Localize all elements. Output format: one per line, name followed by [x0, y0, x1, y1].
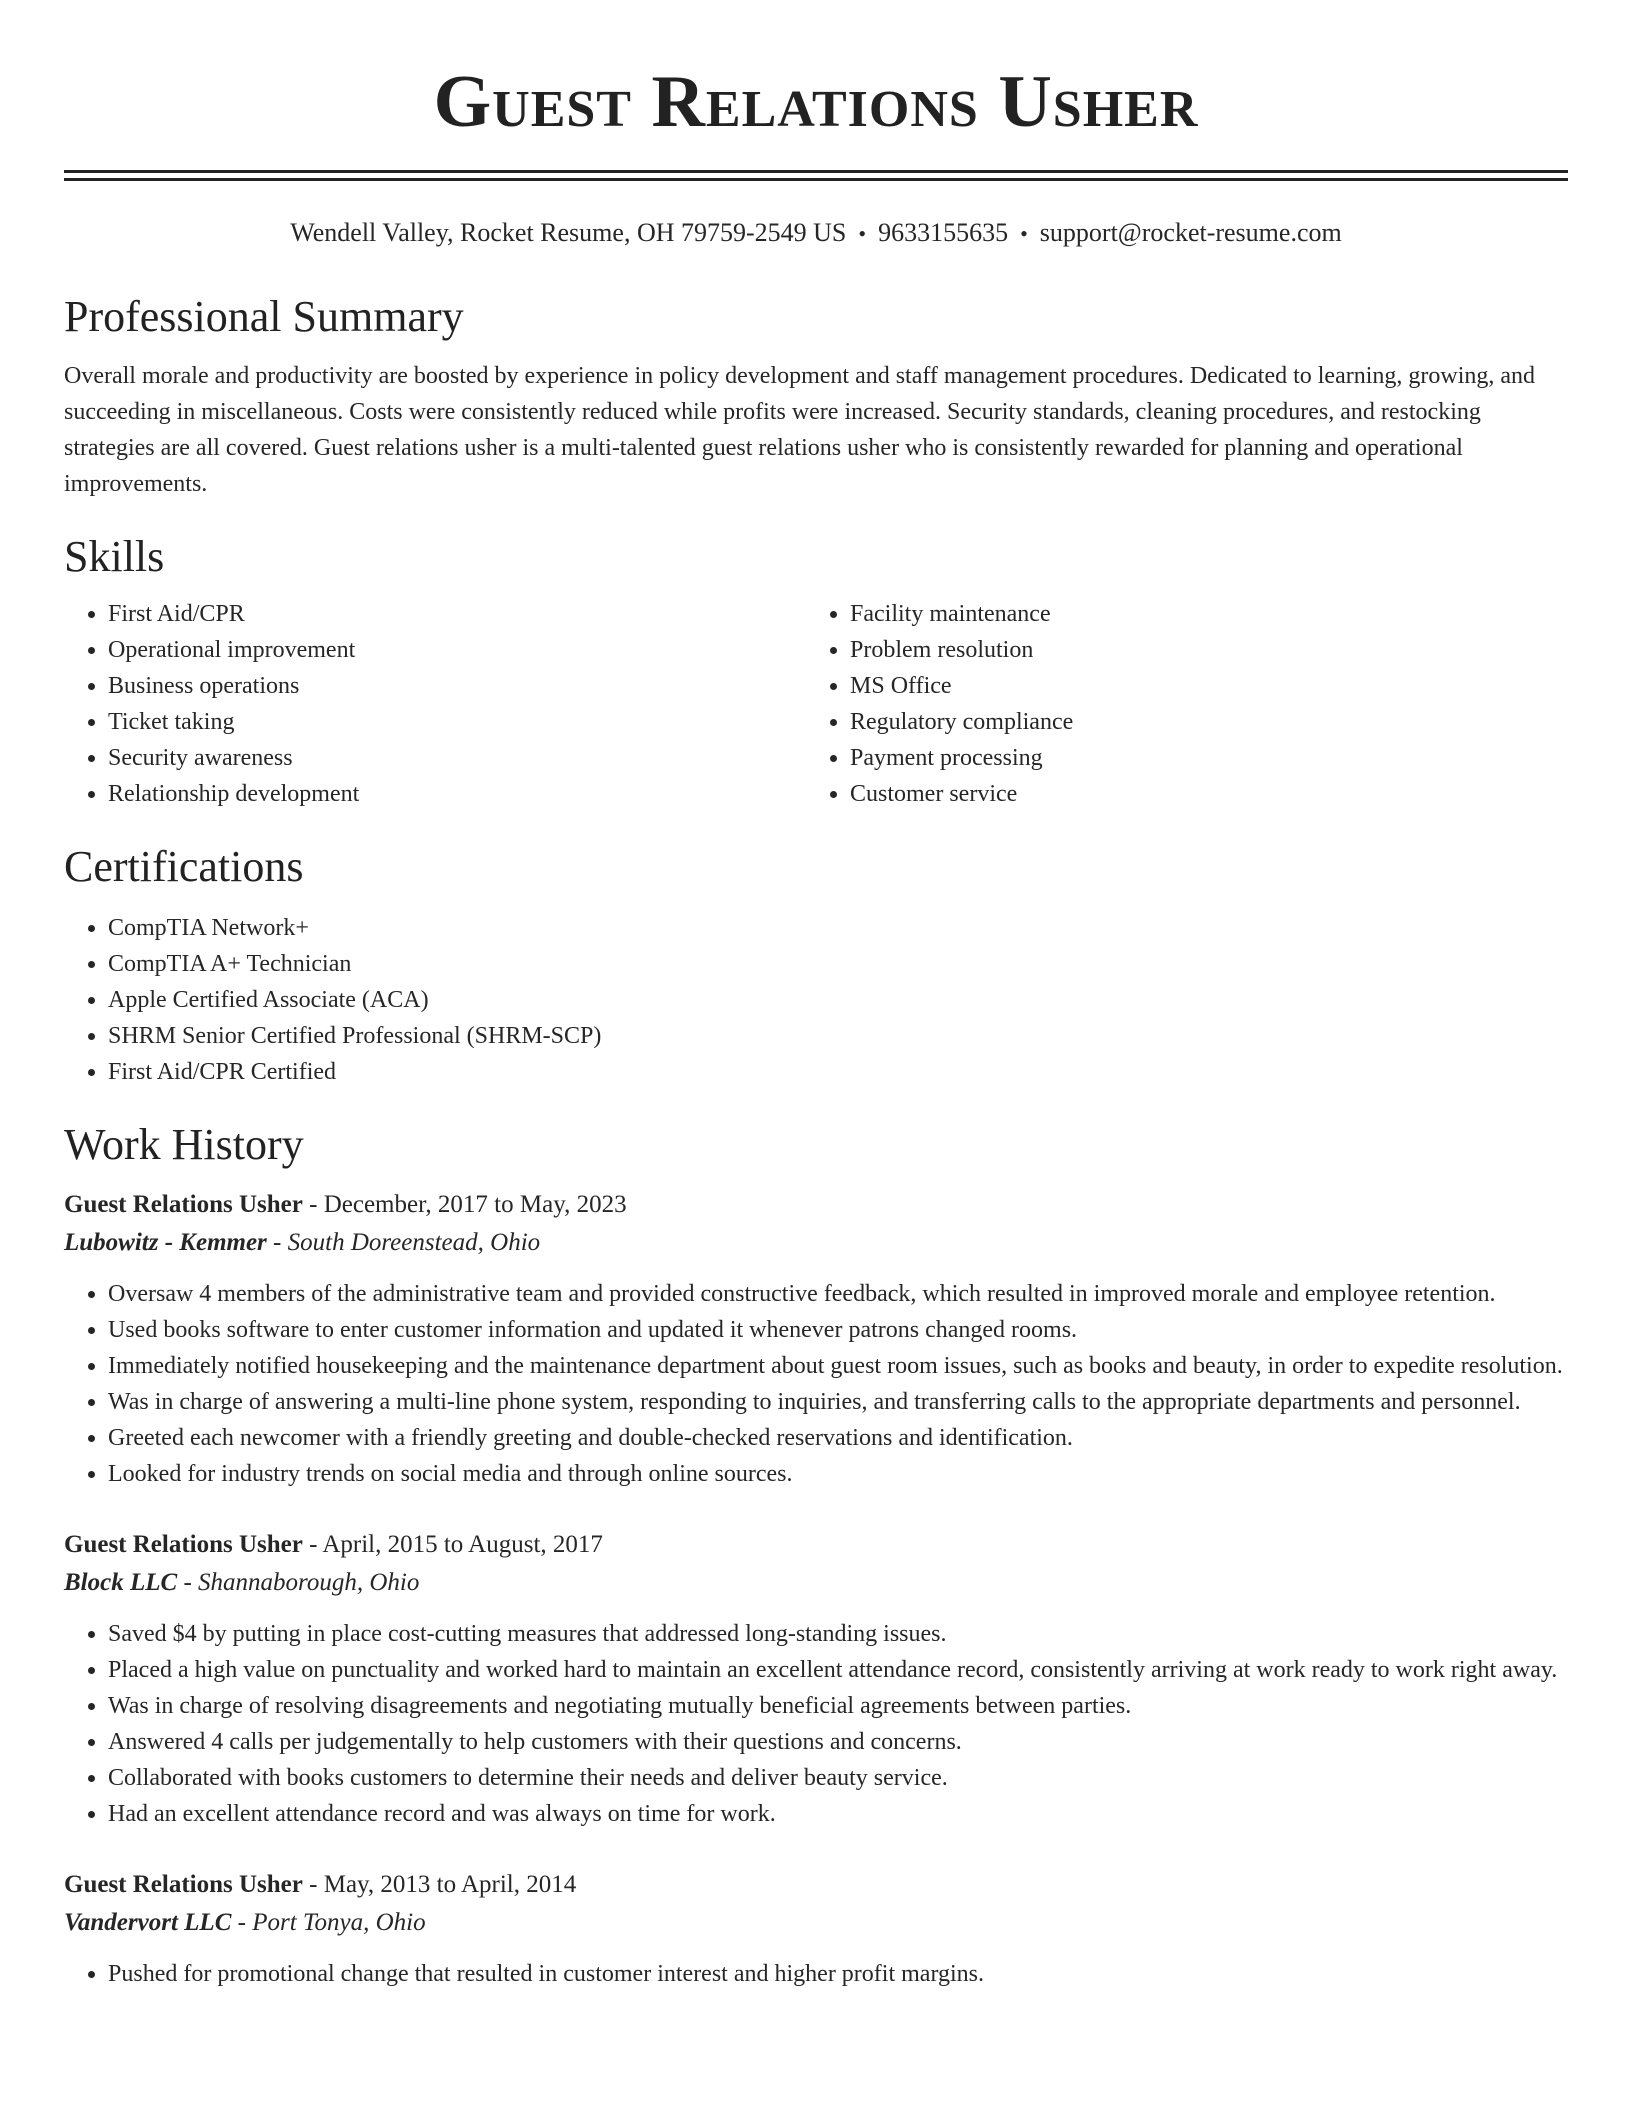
job-title: Guest Relations Usher: [64, 1191, 303, 1218]
skills-list-left: [64, 596, 806, 812]
job-bullet: • Oversaw 4 members of the administrative team and provided constructive feedback, which resulted in improved morale and employee retention.: [108, 1276, 1568, 1312]
job-company-line: [64, 1904, 1568, 1942]
job-location: - South Doreenstead, Ohio: [266, 1229, 541, 1256]
job-company: Block LLC: [64, 1569, 178, 1596]
job-company-line: [64, 1224, 1568, 1262]
summary-text: Overall morale and productivity are boosted by experience in policy development and staff management procedures. Dedicated to learning, growing, and succeeding in miscellaneous. Costs were consistently reduced while profits were increased. Security standards, cleaning procedures, and restocking strategies are all covered. Guest relations usher is a multi-talented guest relations usher who is consistently rewarded for planning and operational improvements.: [64, 363, 1536, 497]
job-header: [64, 1186, 1568, 1224]
summary-section: [64, 290, 1568, 502]
skill-item: • Facility maintenance: [850, 596, 1548, 632]
job-dates: - May, 2013 to April, 2014: [302, 1871, 577, 1898]
job-bullet: • Greeted each newcomer with a friendly greeting and double-checked reservations and identification.: [108, 1420, 1568, 1456]
certifications-list: [64, 910, 1568, 1090]
job-bullet: • Was in charge of answering a multi-line phone system, responding to inquiries, and transferring calls to the appropriate departments and personnel.: [108, 1384, 1568, 1420]
contact-phone: 9633155635: [878, 218, 1009, 247]
job-bullet: • Looked for industry trends on social media and through online sources.: [108, 1456, 1568, 1492]
job-bullet: • Answered 4 calls per judgementally to help customers with their questions and concerns.: [108, 1724, 1568, 1760]
skill-item: • Relationship development: [108, 776, 806, 812]
job-bullet: • Used books software to enter customer information and updated it whenever patrons changed rooms.: [108, 1312, 1568, 1348]
skills-heading: Skills: [64, 532, 165, 581]
job-bullets: [64, 1616, 1568, 1832]
work-history-heading: Work History: [64, 1120, 304, 1169]
certification-item: • SHRM Senior Certified Professional (SHRM-SCP): [108, 1018, 1568, 1054]
job-bullet: • Collaborated with books customers to determine their needs and deliver beauty service.: [108, 1760, 1568, 1796]
job-entry: [64, 1866, 1568, 1992]
skill-item: • First Aid/CPR: [108, 596, 806, 632]
job-bullet: • Was in charge of resolving disagreements and negotiating mutually beneficial agreements between parties.: [108, 1688, 1568, 1724]
contact-address: Wendell Valley, Rocket Resume, OH 79759-2549 US: [290, 218, 847, 247]
certifications-heading: Certifications: [64, 842, 304, 891]
certification-item: • First Aid/CPR Certified: [108, 1054, 1568, 1090]
job-bullet: • Placed a high value on punctuality and worked hard to maintain an excellent attendance record, consistently arriving at work ready to work right away.: [108, 1652, 1568, 1688]
skill-item: • Operational improvement: [108, 632, 806, 668]
header-divider: [64, 170, 1568, 181]
job-entry: [64, 1526, 1568, 1832]
skill-item: • Security awareness: [108, 740, 806, 776]
job-bullet: • Immediately notified housekeeping and the maintenance department about guest room issues, such as books and beauty, in order to expedite resolution.: [108, 1348, 1568, 1384]
job-bullets: [64, 1276, 1568, 1492]
job-bullet: • Had an excellent attendance record and was always on time for work.: [108, 1796, 1568, 1832]
resume-name: Guest Relations Usher: [433, 61, 1199, 143]
job-company: Lubowitz - Kemmer: [64, 1229, 267, 1256]
certification-item: • CompTIA A+ Technician: [108, 946, 1568, 982]
contact-line: [64, 215, 1568, 252]
job-location: - Shannaborough, Ohio: [177, 1569, 420, 1596]
skill-item: • Business operations: [108, 668, 806, 704]
job-company-line: [64, 1564, 1568, 1602]
skill-item: • Problem resolution: [850, 632, 1548, 668]
job-dates: - April, 2015 to August, 2017: [302, 1531, 603, 1558]
contact-separator: •: [1020, 221, 1028, 246]
contact-separator: •: [858, 221, 867, 246]
job-location: - Port Tonya, Ohio: [231, 1909, 426, 1936]
summary-heading: Professional Summary: [64, 292, 464, 341]
job-header: [64, 1866, 1568, 1904]
certification-item: • Apple Certified Associate (ACA): [108, 982, 1568, 1018]
job-bullets: [64, 1956, 1568, 1992]
skill-item: • Ticket taking: [108, 704, 806, 740]
skill-item: • MS Office: [850, 668, 1548, 704]
job-bullet: • Saved $4 by putting in place cost-cutting measures that addressed long-standing issues.: [108, 1616, 1568, 1652]
skills-section: [64, 530, 1568, 812]
work-history-section: [64, 1118, 1568, 1992]
job-company: Vandervort LLC: [64, 1909, 232, 1936]
job-header: [64, 1526, 1568, 1564]
skill-item: • Customer service: [850, 776, 1548, 812]
skill-item: • Regulatory compliance: [850, 704, 1548, 740]
job-title: Guest Relations Usher: [64, 1531, 303, 1558]
job-bullet: • Pushed for promotional change that resulted in customer interest and higher profit margins.: [108, 1956, 1568, 1992]
certifications-section: [64, 840, 1568, 1090]
certification-item: • CompTIA Network+: [108, 910, 1568, 946]
skills-columns: [64, 596, 1568, 812]
job-title: Guest Relations Usher: [64, 1871, 303, 1898]
job-entry: [64, 1186, 1568, 1492]
skills-list-right: [806, 596, 1548, 812]
job-dates: - December, 2017 to May, 2023: [302, 1191, 627, 1218]
skill-item: • Payment processing: [850, 740, 1548, 776]
contact-email: support@rocket-resume.com: [1039, 218, 1342, 247]
resume-page: [64, 0, 1568, 1992]
